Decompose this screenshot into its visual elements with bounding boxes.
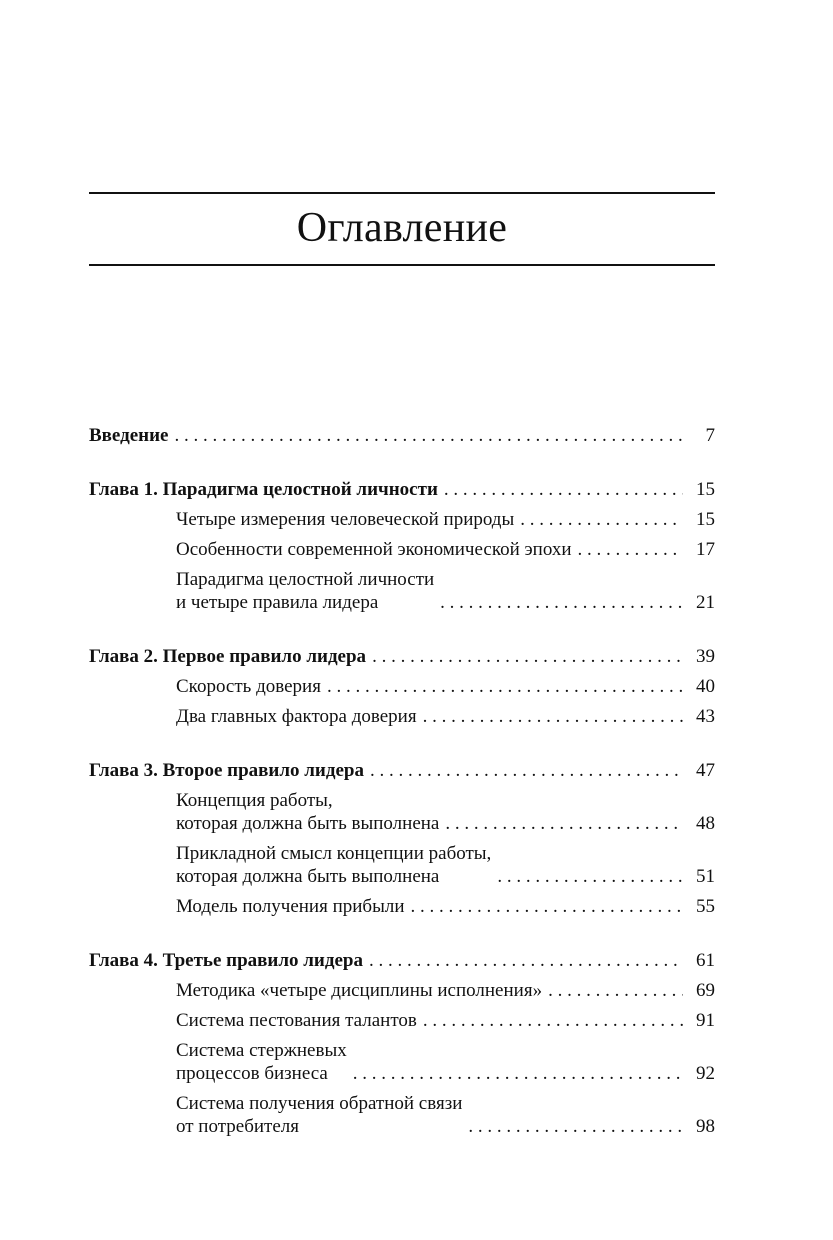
toc-page-number: 92 [696,1063,715,1084]
toc-entry-title: Парадигма целостной личности и четыре правила лидера [176,569,435,613]
toc-page-number: 98 [696,1116,715,1137]
toc-entry-section[interactable] [89,538,715,561]
leader-dots [423,1009,683,1032]
toc-entry-section[interactable] [89,895,715,918]
leader-dots [468,1115,683,1138]
toc-entry-chapter-3[interactable] [89,759,715,782]
toc-entry-title: Четыре измерения человеческой природы [176,509,515,530]
toc-entry-title: Два главных фактора доверия [176,706,417,727]
toc-page-number: 48 [696,813,715,834]
leader-dots [444,478,683,501]
toc-page-number: 47 [696,760,715,781]
leader-dots [440,591,683,614]
toc-entry-section[interactable] [89,508,715,531]
toc-entry-section[interactable] [89,1039,715,1085]
toc-entry-title: Концепция работы, которая должна быть выполнена [176,790,440,834]
table-of-contents [89,424,715,1138]
leader-dots [370,759,683,782]
toc-page-number: 61 [696,950,715,971]
toc-page-number: 15 [696,509,715,530]
toc-page-number: 69 [696,980,715,1001]
toc-entry-chapter-2[interactable] [89,645,715,668]
toc-entry-section[interactable] [89,1009,715,1032]
toc-page-number: 21 [696,592,715,613]
page-title: Оглавление [296,205,508,251]
toc-entry-section[interactable] [89,842,715,888]
toc-entry-title: Глава 2. Первое правило лидера [89,646,367,667]
leader-dots [372,645,683,668]
toc-page-number: 15 [696,479,715,500]
toc-entry-title: Модель получения прибыли [176,896,405,917]
toc-entry-title: Система стержневых процессов бизнеса [176,1040,347,1084]
toc-entry-chapter-4[interactable] [89,949,715,972]
toc-entry-title: Система получения обратной связи от потребителя [176,1093,463,1137]
toc-page-number: 51 [696,866,715,887]
toc-page-number: 40 [696,676,715,697]
toc-entry-title: Прикладной смысл концепции работы, которая должна быть выполнена [176,843,492,887]
toc-entry-section[interactable] [89,979,715,1002]
leader-dots [423,705,683,728]
toc-page-number: 7 [705,425,715,446]
toc-page-number: 17 [696,539,715,560]
toc-entry-section[interactable] [89,675,715,698]
leader-dots [497,865,683,888]
toc-entry-title: Глава 3. Второе правило лидера [89,760,364,781]
toc-entry-section[interactable] [89,568,715,614]
title-top-rule [89,192,715,194]
toc-entry-title: Скорость доверия [176,676,321,697]
toc-entry-title: Глава 1. Парадигма целостной личности [89,479,438,500]
leader-dots [411,895,683,918]
toc-page-number: 43 [696,706,715,727]
title-bottom-rule [89,264,715,266]
leader-dots [353,1062,683,1085]
toc-entry-introduction[interactable] [89,424,715,447]
toc-entry-section[interactable] [89,705,715,728]
toc-entry-title: Глава 4. Третье правило лидера [89,950,363,971]
leader-dots [578,538,683,561]
toc-entry-title: Методика «четыре дисциплины исполнения» [176,980,543,1001]
toc-page-number: 91 [696,1010,715,1031]
toc-page-number: 55 [696,896,715,917]
leader-dots [327,675,683,698]
leader-dots [175,424,684,447]
toc-entry-title: Система пестования талантов [176,1010,417,1031]
toc-entry-title: Введение [89,425,169,446]
toc-entry-title: Особенности современной экономической эпохи [176,539,572,560]
leader-dots [369,949,683,972]
toc-entry-section[interactable] [89,1092,715,1138]
toc-entry-section[interactable] [89,789,715,835]
leader-dots [520,508,683,531]
leader-dots [548,979,683,1002]
leader-dots [445,812,683,835]
toc-page-number: 39 [696,646,715,667]
toc-entry-chapter-1[interactable] [89,478,715,501]
